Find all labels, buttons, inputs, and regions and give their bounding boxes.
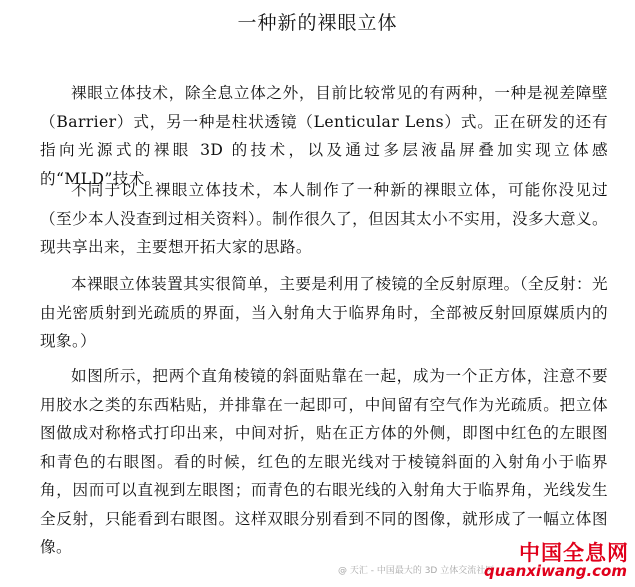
brand-logo: [484, 537, 631, 583]
brand-name: 中国全息网: [519, 541, 629, 565]
paragraph-intro: 裸眼立体技术，除全息立体之外，目前比较常见的有两种，一种是视差障壁（Barrier）式，另一种是柱状透镜（Lenticular Lens）式。正在研发的还有指向光源式的裸眼 3D 的技术，以及通过多层液晶屏叠加实现立体感的“MLD”技术。: [40, 84, 608, 188]
paragraph-new-method: 不同于以上裸眼立体技术，本人制作了一种新的裸眼立体，可能你没见过（至少本人没查到过相关资料）。制作很久了，但因其太小不实用，没多大意义。现共享出来，主要想开拓大家的思路。: [40, 181, 608, 256]
brand-url: quanxiwang.com: [484, 562, 627, 580]
paragraph-principle: 本裸眼立体装置其实很简单，主要是利用了棱镜的全反射原理。（全反射：光由光密质射到光疏质的界面，当入射角大于临界角时，全部被反射回原媒质内的现象。）: [40, 275, 608, 350]
watermark-text: @ 天汇 - 中国最大的 3D 立体交流社区: [338, 566, 495, 576]
paragraph-construction: 如图所示，把两个直角棱镜的斜面贴靠在一起，成为一个正方体，注意不要用胶水之类的东西粘贴，并排靠在一起即可，中间留有空气作为光疏质。把立体图做成对称格式打印出来，中间对折，贴在正方体的外侧，即图中红色的左眼图和青色的右眼图。看的时候，红色的左眼光线对于棱镜斜面的入射角小于临界角，因而可以直视到左眼图；而青色的右眼光线的入射角大于临界角，光线发生全反射，只能看到右眼图。这样双眼分别看到不同的图像，就形成了一幅立体图像。: [40, 367, 608, 556]
document-title: 一种新的裸眼立体: [237, 12, 398, 34]
